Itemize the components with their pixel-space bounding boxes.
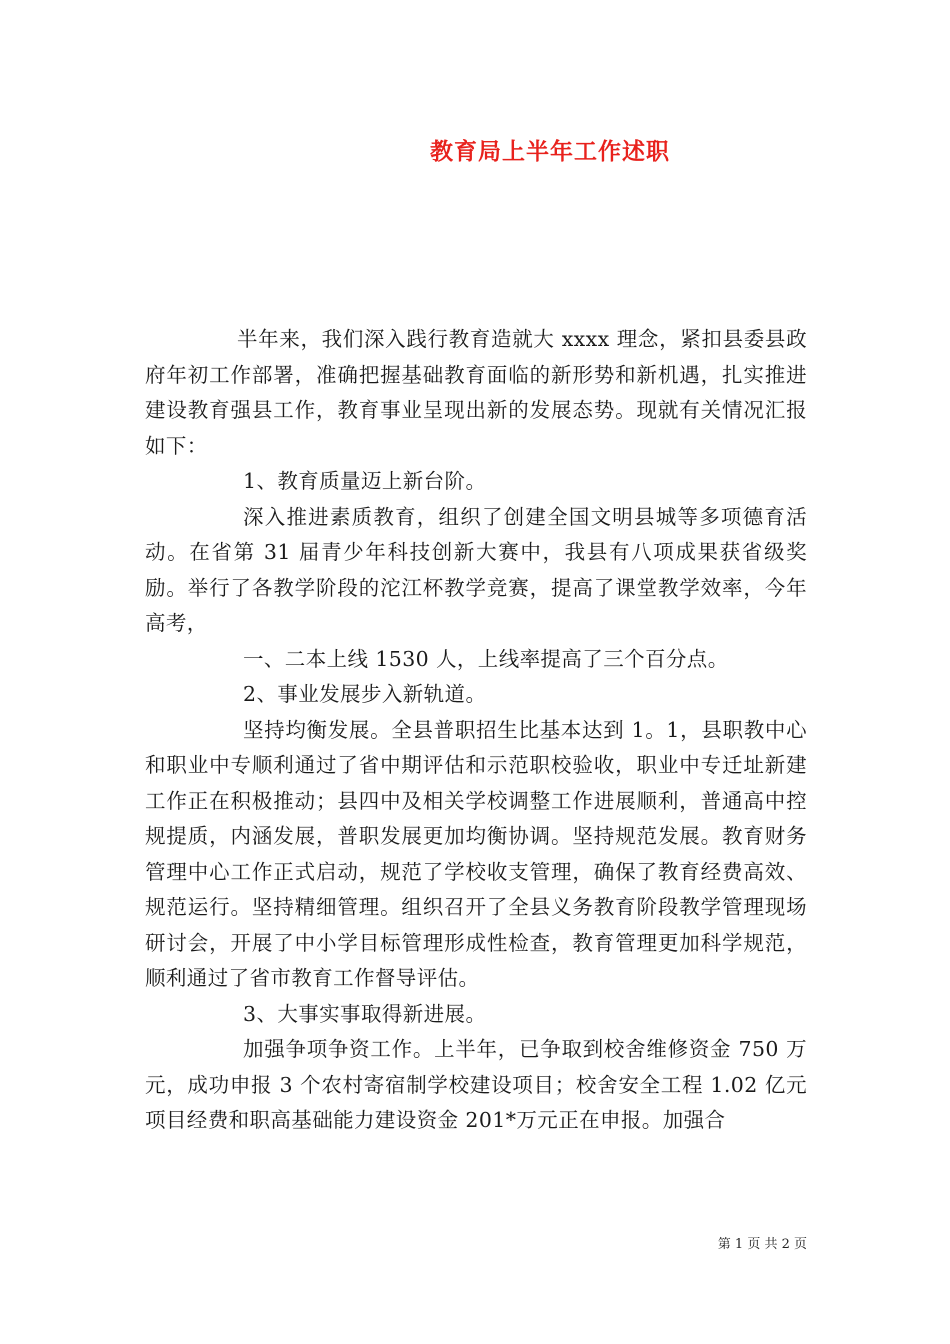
document-title: 教育局上半年工作述职 [430, 138, 670, 165]
section-heading-1: 1、教育质量迈上新台阶。 [243, 469, 487, 493]
paragraph-intro: 半年来，我们深入践行教育造就大 xxxx 理念，紧扣县委县政府年初工作部署，准确把握基础教育面临的新形势和新机遇，扎实推进建设教育强县工作，教育事业呈现出新的发展态势。现就有关情况汇报如下： [145, 327, 807, 458]
paragraph-quality: 深入推进素质教育，组织了创建全国文明县城等多项德育活动。在省第 31 届青少年科技创新大赛中，我县有八项成果获省级奖励。举行了各教学阶段的沱江杯教学竞赛，提高了课堂教学效率，今年高考， [145, 504, 807, 635]
paragraph-exam-result: 一、二本上线 1530 人，上线率提高了三个百分点。 [243, 646, 729, 671]
section-heading-2: 2、事业发展步入新轨道。 [243, 682, 487, 706]
page-number-footer: 第 1 页 共 2 页 [717, 1237, 807, 1252]
document-body [145, 322, 807, 1139]
paragraph-development: 坚持均衡发展。全县普职招生比基本达到 1。1，县职教中心和职业中专顺利通过了省中期评估和示范职校验收，职业中专迁址新建工作正在积极推动；县四中及相关学校调整工作进展顺利，普通高中控规提质，内涵发展，普职发展更加均衡协调。坚持规范发展。教育财务管理中心工作正式启动，规范了学校收支管理，确保了教育经费高效、规范运行。坚持精细管理。组织召开了全县义务教育阶段教学管理现场研讨会，开展了中小学目标管理形成性检查，教育管理更加科学规范，顺利通过了省市教育工作督导评估。 [145, 717, 807, 990]
section-heading-3: 3、大事实事取得新进展。 [243, 1001, 487, 1026]
paragraph-projects: 加强争项争资工作。上半年，已争取到校舍维修资金 750 万元，成功申报 3 个农村寄宿制学校建设项目；校舍安全工程 1.02 亿元项目经费和职高基础能力建设资金 201*万元正在申报。加强合 [145, 1037, 807, 1132]
